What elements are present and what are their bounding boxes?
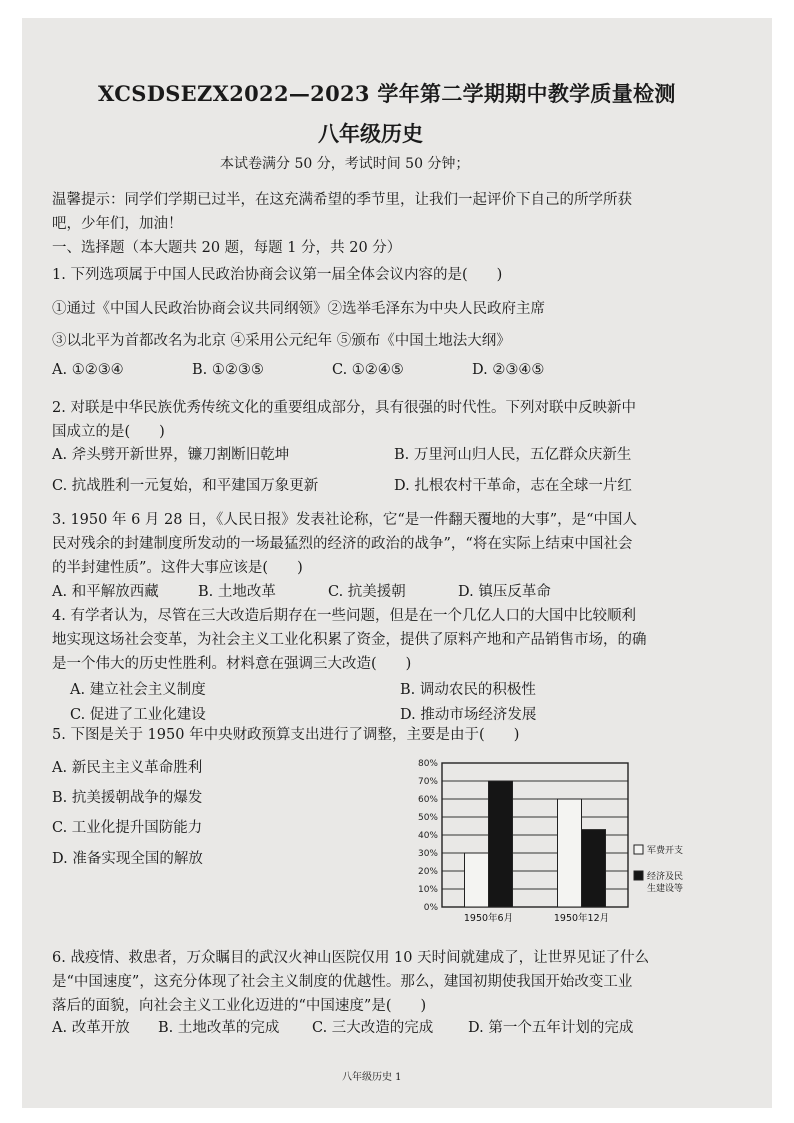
q1-option-a[interactable]: A. ①②③④ bbox=[52, 362, 124, 378]
bar-economic bbox=[489, 781, 513, 907]
bar-economic bbox=[582, 830, 606, 907]
q3-option-b[interactable]: B. 土地改革 bbox=[198, 584, 276, 600]
q1-items-line-2: ③以北平为首都改名为北京 ④采用公元纪年 ⑤颁布《中国土地法大纲》 bbox=[52, 333, 511, 349]
exam-sheet bbox=[22, 18, 772, 1108]
page-footer: 八年级历史 1 bbox=[342, 1072, 402, 1083]
legend-swatch bbox=[634, 845, 643, 854]
q6-stem-3: 落后的面貌，向社会主义工业化迈进的“中国速度”是( ) bbox=[52, 998, 427, 1014]
exam-title: XCSDSEZX2022—2023 学年第二学期期中教学质量检测 bbox=[98, 81, 676, 106]
q1-option-b[interactable]: B. ①②③⑤ bbox=[192, 362, 264, 378]
q5-option-d[interactable]: D. 准备实现全国的解放 bbox=[52, 851, 203, 867]
q6-option-c[interactable]: C. 三大改造的完成 bbox=[312, 1020, 434, 1036]
q6-option-d[interactable]: D. 第一个五年计划的完成 bbox=[468, 1020, 634, 1036]
q3-option-d[interactable]: D. 镇压反革命 bbox=[458, 584, 551, 600]
q3-stem-3: 的半封建性质”。这件大事应该是( ) bbox=[52, 560, 303, 576]
y-tick-label: 0% bbox=[423, 903, 438, 913]
q2-stem-1: 2. 对联是中华民族优秀传统文化的重要组成部分，具有很强的时代性。下列对联中反映新中 bbox=[52, 400, 636, 416]
q5-option-b[interactable]: B. 抗美援朝战争的爆发 bbox=[52, 790, 203, 806]
tip-line-1: 温馨提示：同学们学期已过半，在这充满希望的季节里，让我们一起评价下自己的所学所获 bbox=[52, 192, 632, 208]
q4-stem-3: 是一个伟大的历史性胜利。材料意在强调三大改造( ) bbox=[52, 656, 412, 672]
q1-option-c[interactable]: C. ①②④⑤ bbox=[332, 362, 404, 378]
x-tick-label: 1950年12月 bbox=[553, 913, 610, 924]
q5-stem: 5. 下图是关于 1950 年中央财政预算支出进行了调整，主要是由于( ) bbox=[52, 727, 520, 743]
legend-label: 军费开支 bbox=[647, 846, 684, 856]
q5-option-c[interactable]: C. 工业化提升国防能力 bbox=[52, 820, 203, 836]
q4-option-b[interactable]: B. 调动农民的积极性 bbox=[400, 682, 536, 698]
y-tick-label: 10% bbox=[417, 885, 438, 895]
q2-stem-2: 国成立的是( ) bbox=[52, 424, 165, 440]
q4-stem-1: 4. 有学者认为，尽管在三大改造后期存在一些问题，但是在一个几亿人口的大国中比较顺利 bbox=[52, 608, 636, 624]
legend-label: 经济及民 bbox=[647, 872, 684, 882]
q3-stem-1: 3. 1950 年 6 月 28 日，《人民日报》发表社论称，它“是一件翻天覆地的大事”，是“中国人 bbox=[52, 512, 638, 528]
bar-military bbox=[558, 799, 582, 907]
q4-stem-2: 地实现这场社会变革，为社会主义工业化积累了资金，提供了原料产地和产品销售市场，的确 bbox=[52, 632, 647, 648]
q3-stem-2: 民对残余的封建制度所发动的一场最猛烈的经济的政治的战争”，“将在实际上结束中国社会 bbox=[52, 536, 633, 552]
budget-chart bbox=[402, 753, 702, 928]
q2-option-c[interactable]: C. 抗战胜利一元复始，和平建国万象更新 bbox=[52, 478, 319, 494]
q4-option-d[interactable]: D. 推动市场经济发展 bbox=[400, 707, 537, 723]
q1-items-line-1: ①通过《中国人民政治协商会议共同纲领》②选举毛泽东为中央人民政府主席 bbox=[52, 301, 545, 317]
legend-label: 生建设等 bbox=[647, 884, 684, 894]
x-tick-label: 1950年6月 bbox=[463, 913, 514, 924]
q6-option-a[interactable]: A. 改革开放 bbox=[52, 1020, 130, 1036]
y-tick-label: 70% bbox=[417, 777, 438, 787]
q3-option-a[interactable]: A. 和平解放西藏 bbox=[52, 584, 159, 600]
y-tick-label: 20% bbox=[417, 867, 438, 877]
q6-stem-1: 6. 战疫情、救患者，万众瞩目的武汉火神山医院仅用 10 天时间就建成了，让世界见证了什么 bbox=[52, 950, 650, 966]
q2-option-d[interactable]: D. 扎根农村干革命，志在全球一片红 bbox=[394, 478, 632, 494]
bar-military bbox=[465, 853, 489, 907]
y-tick-label: 40% bbox=[417, 831, 438, 841]
tip-line-2: 吧，少年们，加油！ bbox=[52, 216, 183, 232]
q4-option-c[interactable]: C. 促进了工业化建设 bbox=[70, 707, 206, 723]
q4-option-a[interactable]: A. 建立社会主义制度 bbox=[70, 682, 206, 698]
q3-option-c[interactable]: C. 抗美援朝 bbox=[328, 584, 406, 600]
q1-option-d[interactable]: D. ②③④⑤ bbox=[472, 362, 545, 378]
y-tick-label: 80% bbox=[417, 759, 438, 769]
q2-option-a[interactable]: A. 斧头劈开新世界，镰刀割断旧乾坤 bbox=[52, 447, 290, 463]
q6-stem-2: 是“中国速度”，这充分体现了社会主义制度的优越性。那么，建国初期使我国开始改变工业 bbox=[52, 974, 633, 990]
y-tick-label: 30% bbox=[417, 849, 438, 859]
y-tick-label: 50% bbox=[417, 813, 438, 823]
subject-title: 八年级历史 bbox=[318, 121, 423, 146]
q2-option-b[interactable]: B. 万里河山归人民，五亿群众庆新生 bbox=[394, 447, 632, 463]
q6-option-b[interactable]: B. 土地改革的完成 bbox=[158, 1020, 280, 1036]
section-heading: 一、选择题（本大题共 20 题，每题 1 分，共 20 分） bbox=[52, 240, 402, 256]
q5-option-a[interactable]: A. 新民主主义革命胜利 bbox=[52, 760, 203, 776]
exam-info: 本试卷满分 50 分，考试时间 50 分钟； bbox=[220, 156, 470, 172]
q1-stem: 1. 下列选项属于中国人民政治协商会议第一届全体会议内容的是( ) bbox=[52, 267, 503, 283]
legend-swatch bbox=[634, 871, 643, 880]
y-tick-label: 60% bbox=[417, 795, 438, 805]
